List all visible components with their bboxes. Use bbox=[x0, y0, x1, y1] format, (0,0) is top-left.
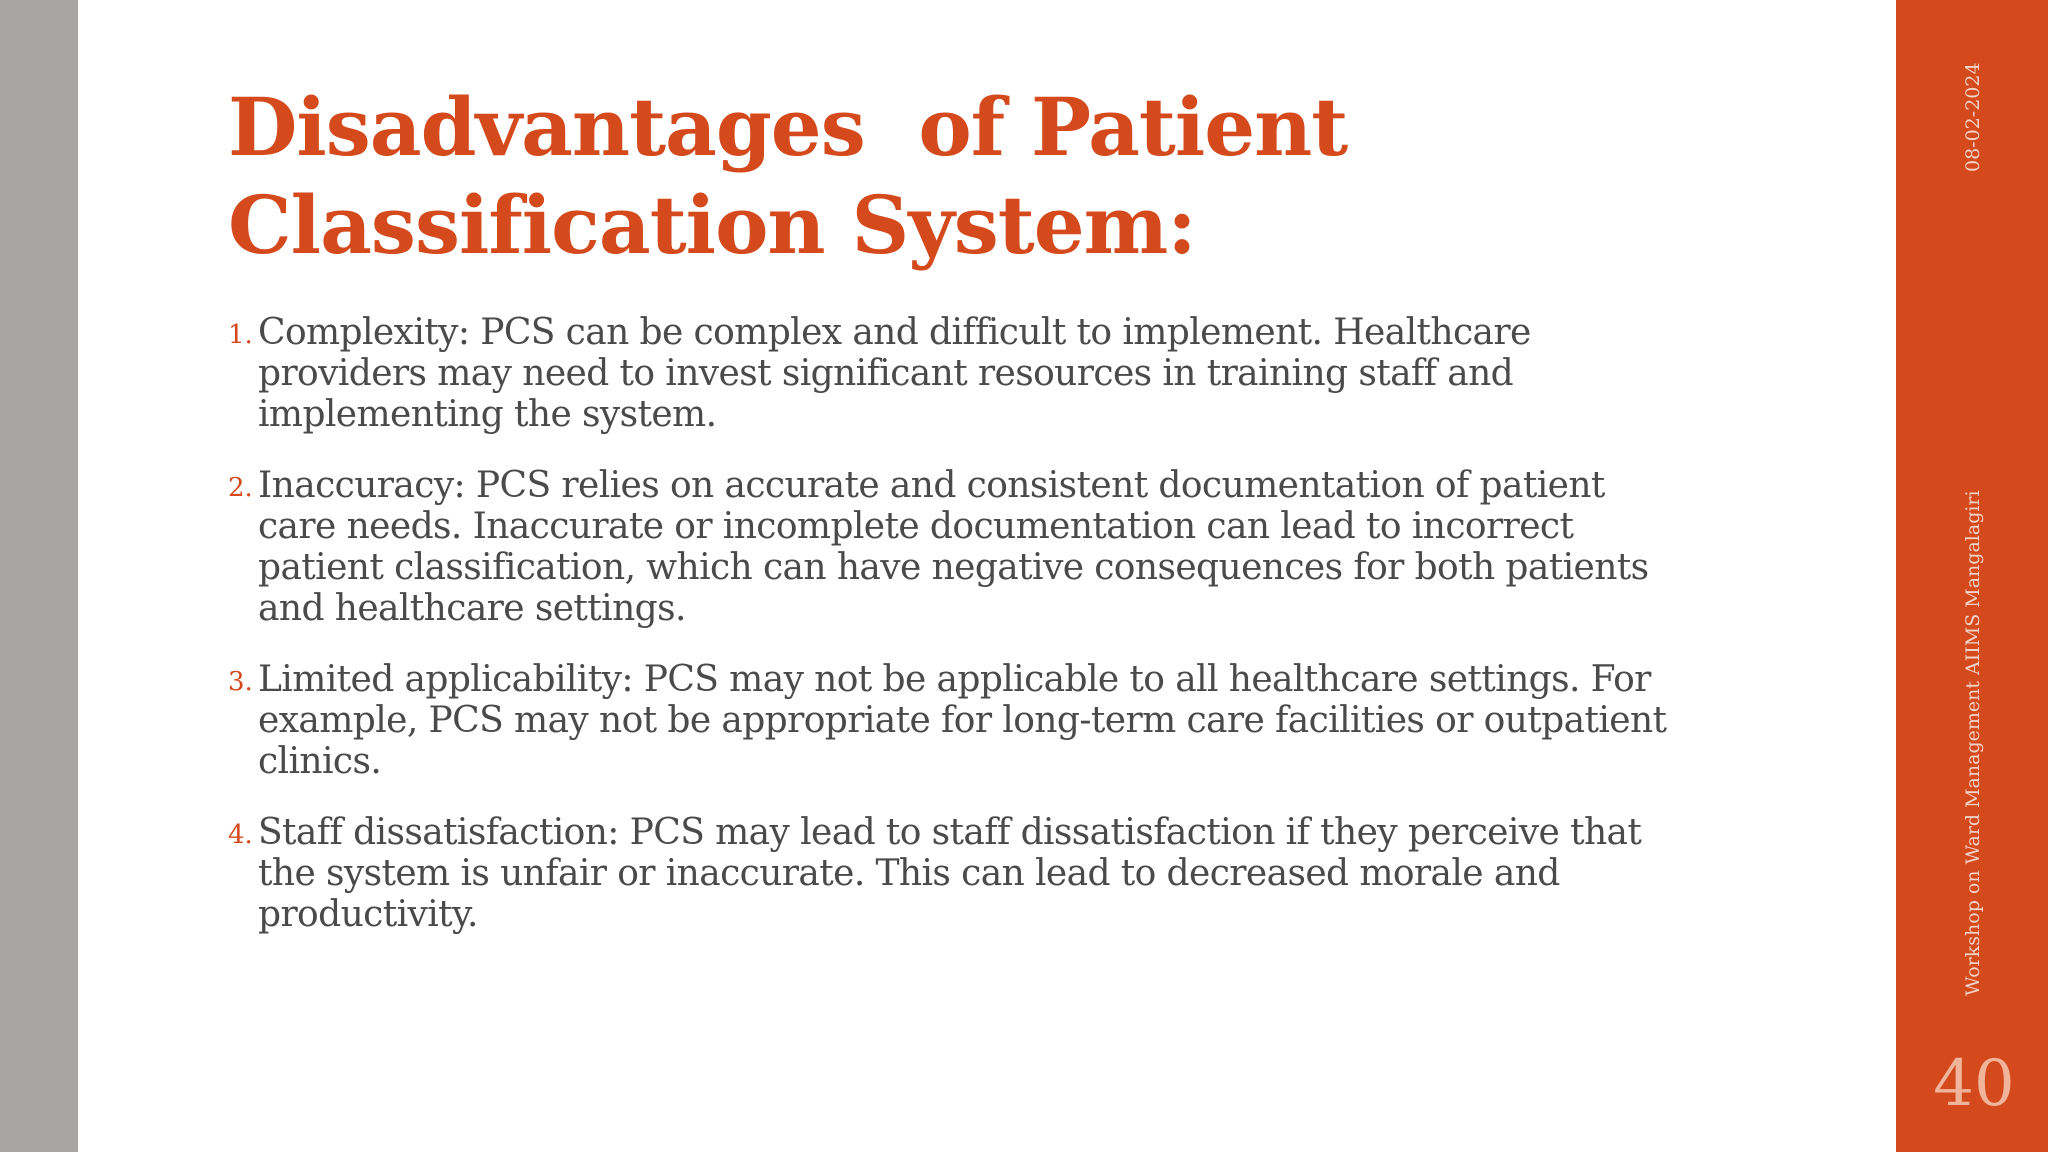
slide-date: 08-02-2024 bbox=[1962, 62, 1984, 172]
list-item-text: Staff dissatisfaction: PCS may lead to staff dissatisfaction if they perceive that the system is unfair or inaccurate. This can lead to decreased morale and productivity. bbox=[258, 812, 1642, 935]
slide-title bbox=[228, 78, 1788, 274]
list-item bbox=[228, 812, 1668, 935]
list-item-number: 2. bbox=[228, 473, 253, 503]
disadvantages-list bbox=[228, 312, 1668, 965]
slide-page-number: 40 bbox=[1933, 1047, 2015, 1121]
title-line-2: Classification System: bbox=[228, 178, 1196, 272]
list-item bbox=[228, 659, 1668, 782]
list-item-number: 4. bbox=[228, 820, 253, 850]
list-item-number: 3. bbox=[228, 667, 253, 697]
title-line-1: Disadvantages of Patient bbox=[228, 80, 1348, 174]
list-item bbox=[228, 465, 1668, 629]
slide-footer: Workshop on Ward Management AIIMS Mangalagiri bbox=[1962, 490, 1984, 996]
list-item-text: Limited applicability: PCS may not be applicable to all healthcare settings. For example, PCS may not be appropriate for long-term care facilities or outpatient clinics. bbox=[258, 659, 1667, 782]
list-item-text: Inaccuracy: PCS relies on accurate and consistent documentation of patient care needs. Inaccurate or incomplete documentation can lead to incorrect patient classification, which can have negative consequences for both patients and healthcare settings. bbox=[258, 465, 1649, 629]
list-item-text: Complexity: PCS can be complex and difficult to implement. Healthcare providers may need to invest significant resources in training staff and implementing the system. bbox=[258, 312, 1531, 435]
list-item-number: 1. bbox=[228, 320, 253, 350]
left-accent-bar bbox=[0, 0, 78, 1152]
list-item bbox=[228, 312, 1668, 435]
